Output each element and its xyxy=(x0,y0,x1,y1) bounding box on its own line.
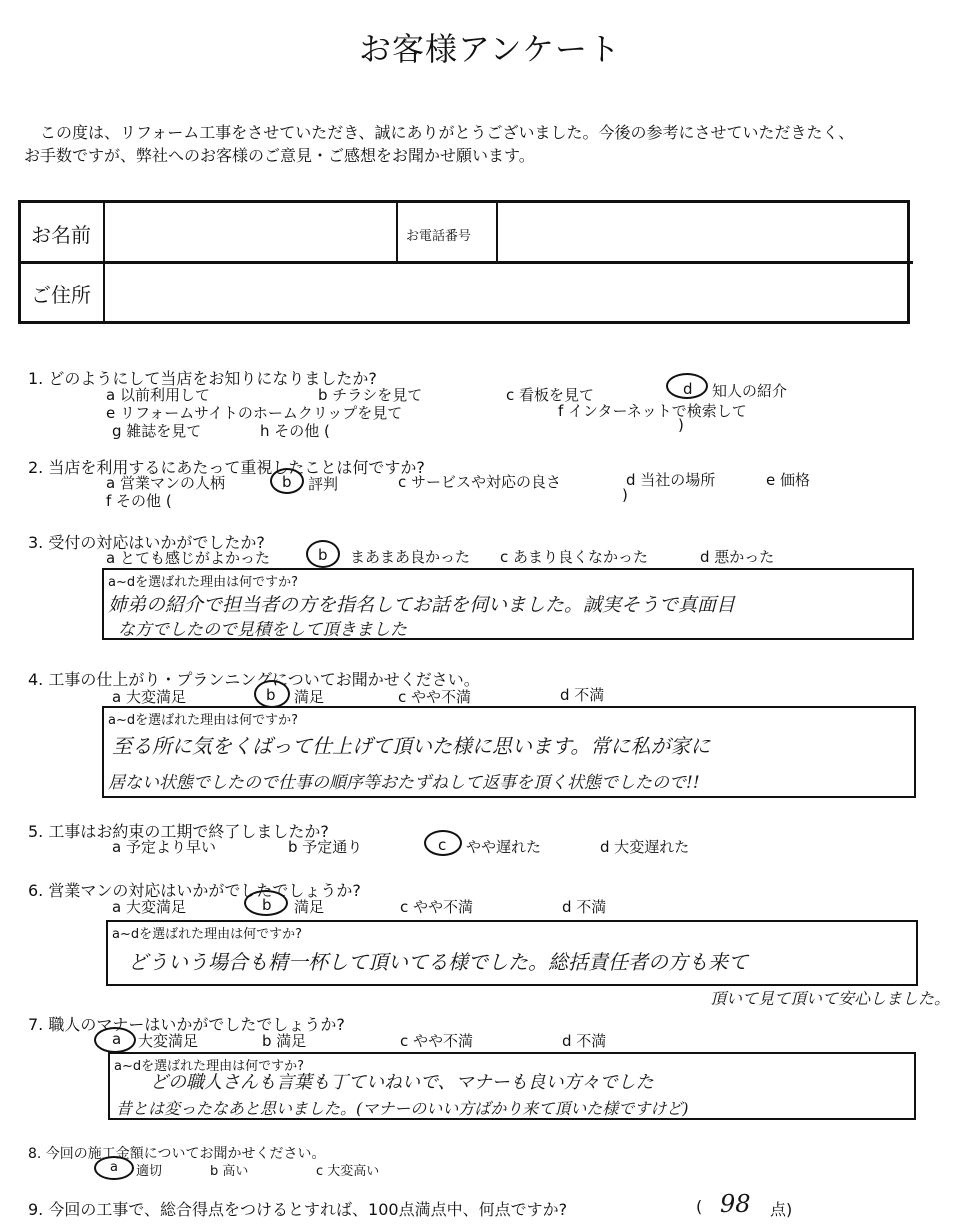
q3-option-b[interactable]: まあまあ良かった xyxy=(350,548,471,566)
customer-info-table xyxy=(18,200,910,324)
page-title: お客様アンケート xyxy=(358,30,622,68)
q4-option-b[interactable]: 満足 xyxy=(294,688,325,706)
q6-option-d[interactable]: d 不満 xyxy=(562,898,607,916)
q4-reason-label: a~dを選ばれた理由は何ですか? xyxy=(108,713,299,728)
q1-option-b[interactable]: b チラシを見て xyxy=(318,386,423,404)
q9-open-paren: ( xyxy=(696,1197,703,1216)
q6-option-b-letter[interactable]: b xyxy=(262,896,272,914)
q9-question: 9. 今回の工事で、総合得点をつけるとすれば、100点満点中、何点ですか? xyxy=(28,1200,568,1219)
q7-option-d[interactable]: d 不満 xyxy=(562,1032,607,1050)
q2-option-f-close: ) xyxy=(622,486,628,504)
q3-reason-label: a~dを選ばれた理由は何ですか? xyxy=(108,575,299,590)
q5-option-d[interactable]: d 大変遅れた xyxy=(600,838,690,856)
q8-option-a-letter[interactable]: a xyxy=(110,1160,118,1175)
q4-answer-line-1: 至る所に気をくばって仕上げて頂いた様に思います。常に私が家に xyxy=(112,734,711,758)
table-row-divider xyxy=(21,261,913,264)
q2-option-f[interactable]: f その他 ( xyxy=(106,492,172,510)
q1-option-d-letter[interactable]: d xyxy=(683,380,693,398)
q1-option-d[interactable]: 知人の紹介 xyxy=(712,382,788,400)
q4-option-d[interactable]: d 不満 xyxy=(560,686,605,704)
q4-option-b-letter[interactable]: b xyxy=(266,686,276,704)
q7-option-a-letter[interactable]: a xyxy=(112,1030,122,1048)
q4-answer-line-2: 居ない状態でしたので仕事の順序等おたずねして返事を頂く状態でしたので!! xyxy=(108,773,700,793)
q7-question: 7. 職人のマナーはいかがでしたでしょうか? xyxy=(28,1015,345,1034)
q2-option-e[interactable]: e 価格 xyxy=(766,471,810,489)
q8-option-c[interactable]: c 大変高い xyxy=(316,1164,380,1179)
address-field[interactable] xyxy=(107,267,902,317)
name-field[interactable] xyxy=(107,207,392,257)
q2-option-b-letter[interactable]: b xyxy=(282,473,292,491)
q3-reason-box[interactable] xyxy=(102,568,914,640)
q1-option-h-close: ) xyxy=(678,416,684,434)
q1-option-c[interactable]: c 看板を見て xyxy=(506,386,595,404)
phone-field[interactable] xyxy=(501,207,901,257)
q3-option-d[interactable]: d 悪かった xyxy=(700,548,775,566)
q4-question: 4. 工事の仕上がり・プランニングについてお聞かせください。 xyxy=(28,670,480,689)
intro-line-2: お手数ですが、弊社へのお客様のご意見・ご感想をお聞かせ願います。 xyxy=(24,146,535,165)
q2-question: 2. 当店を利用するにあたって重視したことは何ですか? xyxy=(28,458,425,477)
q1-option-f[interactable]: f インターネットで検索して xyxy=(558,402,747,420)
q1-option-e[interactable]: e リフォームサイトのホームクリップを見て xyxy=(106,404,403,422)
intro-line-1: この度は、リフォーム工事をさせていただき、誠にありがとうございました。今後の参考にさせていただきたく、 xyxy=(40,123,855,142)
q6-reason-label: a~dを選ばれた理由は何ですか? xyxy=(112,927,303,942)
q7-option-a[interactable]: 大変満足 xyxy=(138,1032,199,1050)
q7-option-c[interactable]: c やや不満 xyxy=(400,1032,474,1050)
q3-answer-line-1: 姉弟の紹介で担当者の方を指名してお話を伺いました。誠実そうで真面目 xyxy=(108,594,736,616)
q7-reason-label: a~dを選ばれた理由は何ですか? xyxy=(114,1059,305,1074)
q6-answer-line-1: どういう場合も精一杯して頂いてる様でした。総括責任者の方も来て xyxy=(128,950,748,974)
q2-option-c[interactable]: c サービスや対応の良さ xyxy=(398,473,562,491)
q3-question: 3. 受付の対応はいかがでしたか? xyxy=(28,533,265,552)
q8-question: 8. 今回の施工金額についてお聞かせください。 xyxy=(28,1146,326,1162)
address-label: ご住所 xyxy=(31,283,91,307)
q3-option-c[interactable]: c あまり良くなかった xyxy=(500,548,649,566)
q2-option-a[interactable]: a 営業マンの人柄 xyxy=(106,474,225,492)
q6-reason-box[interactable] xyxy=(106,920,918,986)
q2-option-b[interactable]: 評判 xyxy=(308,475,339,493)
label-column-divider xyxy=(103,203,105,321)
q9-score[interactable]: 98 xyxy=(720,1190,751,1218)
q9-unit: 点) xyxy=(770,1200,793,1219)
q1-question: 1. どのようにして当店をお知りになりましたか? xyxy=(28,369,377,388)
q5-question: 5. 工事はお約束の工期で終了しましたか? xyxy=(28,822,329,841)
q5-option-b[interactable]: b 予定通り xyxy=(288,838,363,856)
q5-option-c[interactable]: やや遅れた xyxy=(466,838,542,856)
q6-option-a[interactable]: a 大変満足 xyxy=(112,898,186,916)
phone-label-left-divider xyxy=(396,203,398,261)
q6-answer-line-2: 頂いて見て頂いて安心しました。 xyxy=(710,989,951,1008)
q2-option-d[interactable]: d 当社の場所 xyxy=(626,471,716,489)
q4-option-c[interactable]: c やや不満 xyxy=(398,688,472,706)
q4-reason-box[interactable] xyxy=(102,706,916,798)
q7-answer-line-1: どの職人さんも言葉も丁ていねいで、マナーも良い方々でした xyxy=(150,1072,654,1093)
q6-option-c[interactable]: c やや不満 xyxy=(400,898,474,916)
q3-option-b-letter[interactable]: b xyxy=(318,546,328,564)
q5-option-c-letter[interactable]: c xyxy=(438,836,447,854)
q1-option-h[interactable]: h その他 ( xyxy=(260,422,330,440)
q8-option-b[interactable]: b 高い xyxy=(210,1164,249,1179)
q6-question: 6. 営業マンの対応はいかがでしたでしょうか? xyxy=(28,881,361,900)
q1-option-a[interactable]: a 以前利用して xyxy=(106,386,210,404)
q7-reason-box[interactable] xyxy=(108,1052,916,1120)
q1-option-g[interactable]: g 雑誌を見て xyxy=(112,422,202,440)
q5-option-a[interactable]: a 予定より早い xyxy=(112,838,216,856)
q7-option-b[interactable]: b 満足 xyxy=(262,1032,307,1050)
q6-option-b[interactable]: 満足 xyxy=(294,898,325,916)
phone-label: お電話番号 xyxy=(406,229,472,244)
phone-label-right-divider xyxy=(496,203,498,261)
q4-option-a[interactable]: a 大変満足 xyxy=(112,688,186,706)
q7-answer-line-2: 昔とは変ったなあと思いました。(マナーのいい方ばかり来て頂いた様ですけど) xyxy=(116,1099,689,1118)
q3-answer-line-2: な方でしたので見積をして頂きました xyxy=(118,620,407,640)
q3-option-a[interactable]: a とても感じがよかった xyxy=(106,549,270,567)
name-label: お名前 xyxy=(31,223,91,247)
q8-option-a[interactable]: 適切 xyxy=(136,1164,163,1179)
